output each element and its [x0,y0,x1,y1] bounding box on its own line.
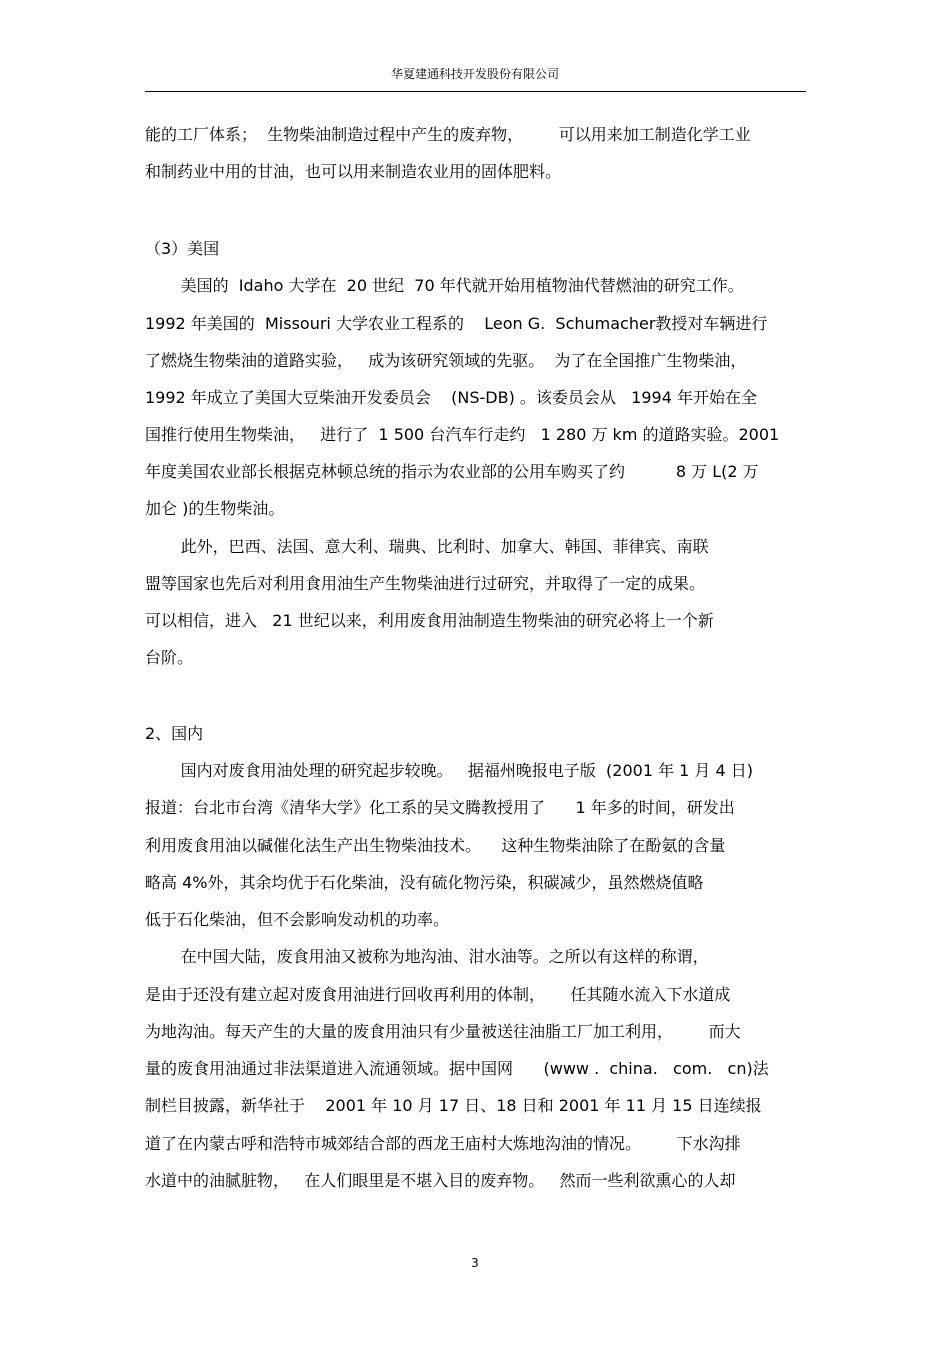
paragraph-line: 略高 4%外，其余均优于石化柴油，没有硫化物污染，积碳减少，虽然燃烧值略 [145,873,704,892]
paragraph-line: 道了在内蒙古呼和浩特市城郊结合部的西龙王庙村大炼地沟油的情况。 下水沟排 [145,1134,741,1153]
paragraph-line: 低于石化柴油，但不会影响发动机的功率。 [145,910,450,929]
page-number: 3 [471,1256,479,1270]
header-divider [145,91,806,92]
section-heading-usa: （3）美国 [145,239,220,258]
paragraph-line: 报道：台北市台湾《清华大学》化工系的吴文腾教授用了 1 年多的时间，研发出 [145,798,735,817]
paragraph-line: 国内对废食用油处理的研究起步较晚。 据福州晚报电子版 (2001 年 1 月 4 日) [145,761,754,780]
paragraph-line: 盟等国家也先后对利用食用油生产生物柴油进行过研究，并取得了一定的成果。 [145,574,706,593]
company-name: 华夏建通科技开发股份有限公司 [390,67,559,81]
paragraph-line: 年度美国农业部长根据克林顿总统的指示为农业部的公用车购买了约 8 万 L(2 万 [145,462,759,481]
paragraph-line: 利用废食用油以碱催化法生产出生物柴油技术。 这种生物柴油除了在酚氨的含量 [145,836,726,855]
paragraph-line: 量的废食用油通过非法渠道进入流通领域。据中国网 (www . china. com. cn)法 [145,1059,769,1078]
paragraph-line: 和制药业中用的甘油，也可以用来制造农业用的固体肥料。 [145,162,562,181]
paragraph-line: 国推行使用生物柴油， 进行了 1 500 台汽车行走约 1 280 万 km 的道路实验。2001 [145,425,780,444]
paragraph-line: 台阶。 [145,648,194,667]
paragraph-line: 为地沟油。每天产生的大量的废食用油只有少量被送往油脂工厂加工利用， 而大 [145,1022,741,1041]
paragraph-line: 在中国大陆，废食用油又被称为地沟油、泔水油等。之所以有这样的称谓， [145,947,709,966]
paragraph-line: 加仑 )的生物柴油。 [145,499,285,518]
paragraph-line: 可以相信，进入 21 世纪以来，利用废食用油制造生物柴油的研究必将上一个新 [145,611,714,630]
section-heading-domestic: 2、国内 [145,724,204,743]
paragraph-line: 了燃烧生物柴油的道路实验， 成为该研究领域的先驱。 为了在全国推广生物柴油， [145,351,747,370]
paragraph-line: 水道中的油腻脏物， 在人们眼里是不堪入目的废弃物。 然而一些利欲熏心的人却 [145,1171,736,1190]
paragraph-line: 此外，巴西、法国、意大利、瑞典、比利时、加拿大、韩国、菲律宾、南联 [145,537,709,556]
paragraph-line: 1992 年成立了美国大豆柴油开发委员会 (NS-DB) 。该委员会从 1994 年开始在全 [145,388,757,407]
paragraph-line: 是由于还没有建立起对废食用油进行回收再利用的体制， 任其随水流入下水道成 [145,985,731,1004]
paragraph-line: 美国的 Idaho 大学在 20 世纪 70 年代就开始用植物油代替燃油的研究工作。 [145,276,744,295]
paragraph-line: 能的工厂体系； 生物柴油制造过程中产生的废弃物， 可以用来加工制造化学工业 [145,125,751,144]
paragraph-line: 制栏目披露，新华社于 2001 年 10 月 17 日、18 日和 2001 年 11 月 15 日连续报 [145,1096,762,1115]
paragraph-line: 1992 年美国的 Missouri 大学农业工程系的 Leon G. Schumacher教授对车辆进行 [145,314,768,333]
